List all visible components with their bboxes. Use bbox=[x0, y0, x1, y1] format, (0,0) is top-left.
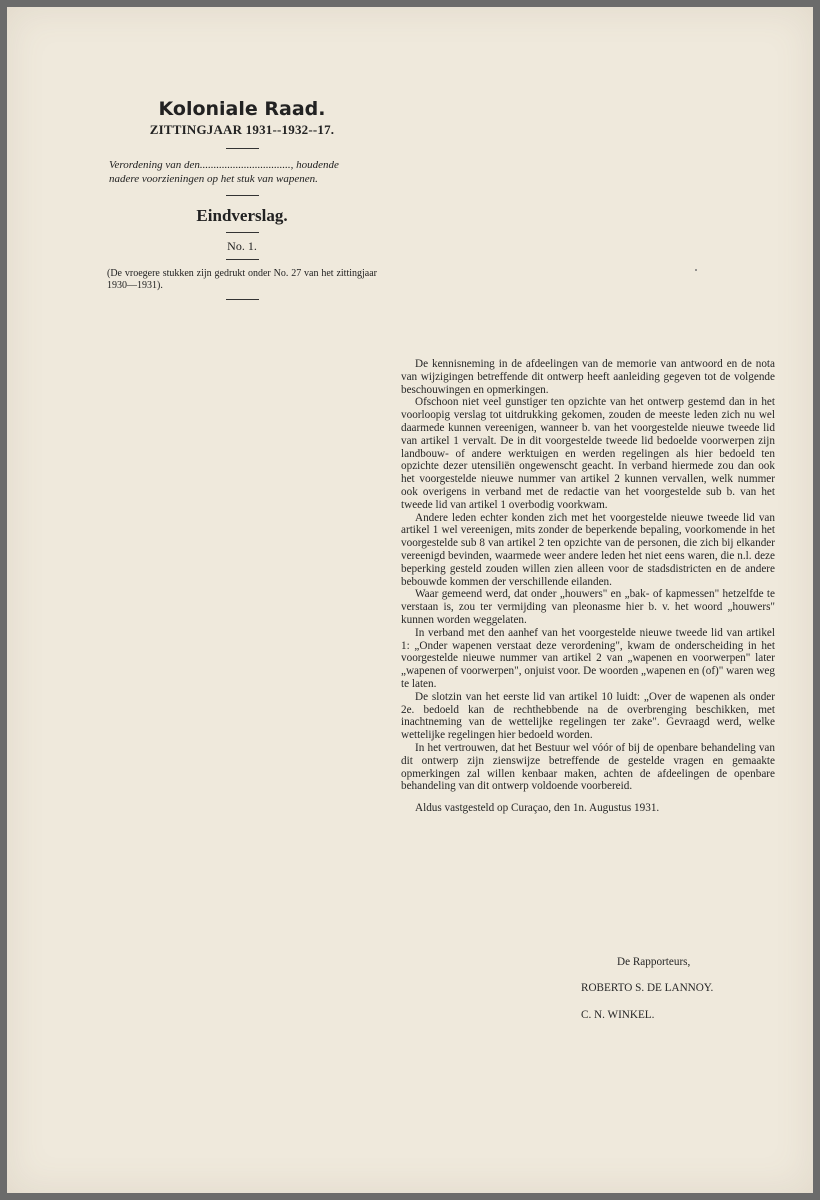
body-paragraph: In het vertrouwen, dat het Bestuur wel vóór of bij de openbare behandeling van dit ontwerp zijn zienswijze betreffende de gestelde vragen en gemaakte opmerkingen zal willen kenbaar maken, achten de afdeelingen de openbare behandeling van dit ontwerp voldoende voorbereid. bbox=[401, 741, 775, 793]
earlier-documents-note: (De vroegere stukken zijn gedrukt onder No. 27 van het zittingjaar 1930—1931). bbox=[107, 268, 377, 291]
report-number: No. 1. bbox=[227, 239, 257, 253]
divider bbox=[226, 148, 259, 149]
body-paragraph: Ofschoon niet veel gunstiger ten opzichte van het ontwerp gestemd dan in het voorloopig verslag tot uitdrukking gekomen, zouden de meeste leden zich nu wel daarmede kunnen vereenigen, wanneer b. van het voorgestelde nieuwe tweede lid van artikel 1 vervalt. De in dit voorgestelde tweede lid bedoelde voorwerpen zijn landbouw- of andere werktuigen en werden regelingen als hier bedoeld ten opzichte dezer utensiliën ongewenscht geacht. In verband hiermede zou dan ook het voorgestelde nieuwe nummer van artikel 2 kunnen vervallen, welk nummer ook overigens in verband met de redactie van het voorgestelde sub b. van het tweede lid van artikel 1 overbodig voorkwam. bbox=[401, 396, 775, 511]
document-header bbox=[107, 97, 377, 307]
report-body bbox=[401, 358, 775, 815]
divider bbox=[226, 299, 259, 300]
body-paragraph: Andere leden echter konden zich met het voorgestelde nieuwe tweede lid van artikel 1 wel vereenigen, mits zonder de beperkende bepaling, voorkomende in het voorgestelde sub 8 van artikel 2 ten opzichte van de personen, die zich bij elkander vereenigd bevinden, waarmede weer andere leden het niet eens waren, die n.l. deze beperking gesteld zouden willen zien alleen voor de stadsdistricten en de andere bebouwde kommen der verschillende eilanden. bbox=[401, 511, 775, 588]
report-title: Eindverslag. bbox=[196, 206, 288, 225]
body-paragraph: De kennisneming in de afdeelingen van de memorie van antwoord en de nota van wijzigingen betreffende dit ontwerp heeft aanleiding gegeven tot de volgende beschouwingen en opmerkingen. bbox=[401, 358, 775, 396]
adoption-statement: Aldus vastgesteld op Curaçao, den 1n. Augustus 1931. bbox=[415, 802, 660, 815]
body-paragraph: Waar gemeend werd, dat onder „houwers" en „bak- of kapmessen" hetzelfde te verstaan is, zou ter vermijding van pleonasme hier b. v. het woord „houwers" kunnen worden weggelaten. bbox=[401, 588, 775, 626]
print-speck bbox=[695, 269, 697, 271]
rapporteur-name: ROBERTO S. DE LANNOY. bbox=[581, 982, 714, 994]
divider bbox=[226, 259, 259, 260]
session-year: ZITTINGJAAR 1931--1932--17. bbox=[149, 122, 335, 137]
ordinance-title: Verordening van den................................., houdende nadere voorzieningen op het stuk van wapenen. bbox=[109, 159, 339, 185]
rapporteurs-heading: De Rapporteurs, bbox=[617, 956, 691, 968]
divider bbox=[226, 232, 259, 233]
body-paragraph: De slotzin van het eerste lid van artikel 10 luidt: „Over de wapenen als onder 2e. bedoeld kan de rechthebbende na de overbrenging beschikken, met inachtneming van de wettelijke regelingen ter zake". Gevraagd werd, welke wettelijke regelingen hier bedoeld worden. bbox=[401, 690, 775, 742]
body-paragraph: In verband met den aanhef van het voorgestelde nieuwe tweede lid van artikel 1: „Onder wapenen verstaat deze verordening", kwam de onderscheiding in het voorgestelde nieuwe nummer van artikel 2 van „wapenen en voorwerpen" later „wapenen of voorwerpen", onjuist voor. De woorden „wapenen en (of)" waren weg te laten. bbox=[401, 626, 775, 690]
council-title: Koloniale Raad. bbox=[158, 98, 326, 120]
rapporteur-name: C. N. WINKEL. bbox=[581, 1009, 655, 1021]
divider bbox=[226, 195, 259, 196]
document-page bbox=[7, 7, 813, 1193]
